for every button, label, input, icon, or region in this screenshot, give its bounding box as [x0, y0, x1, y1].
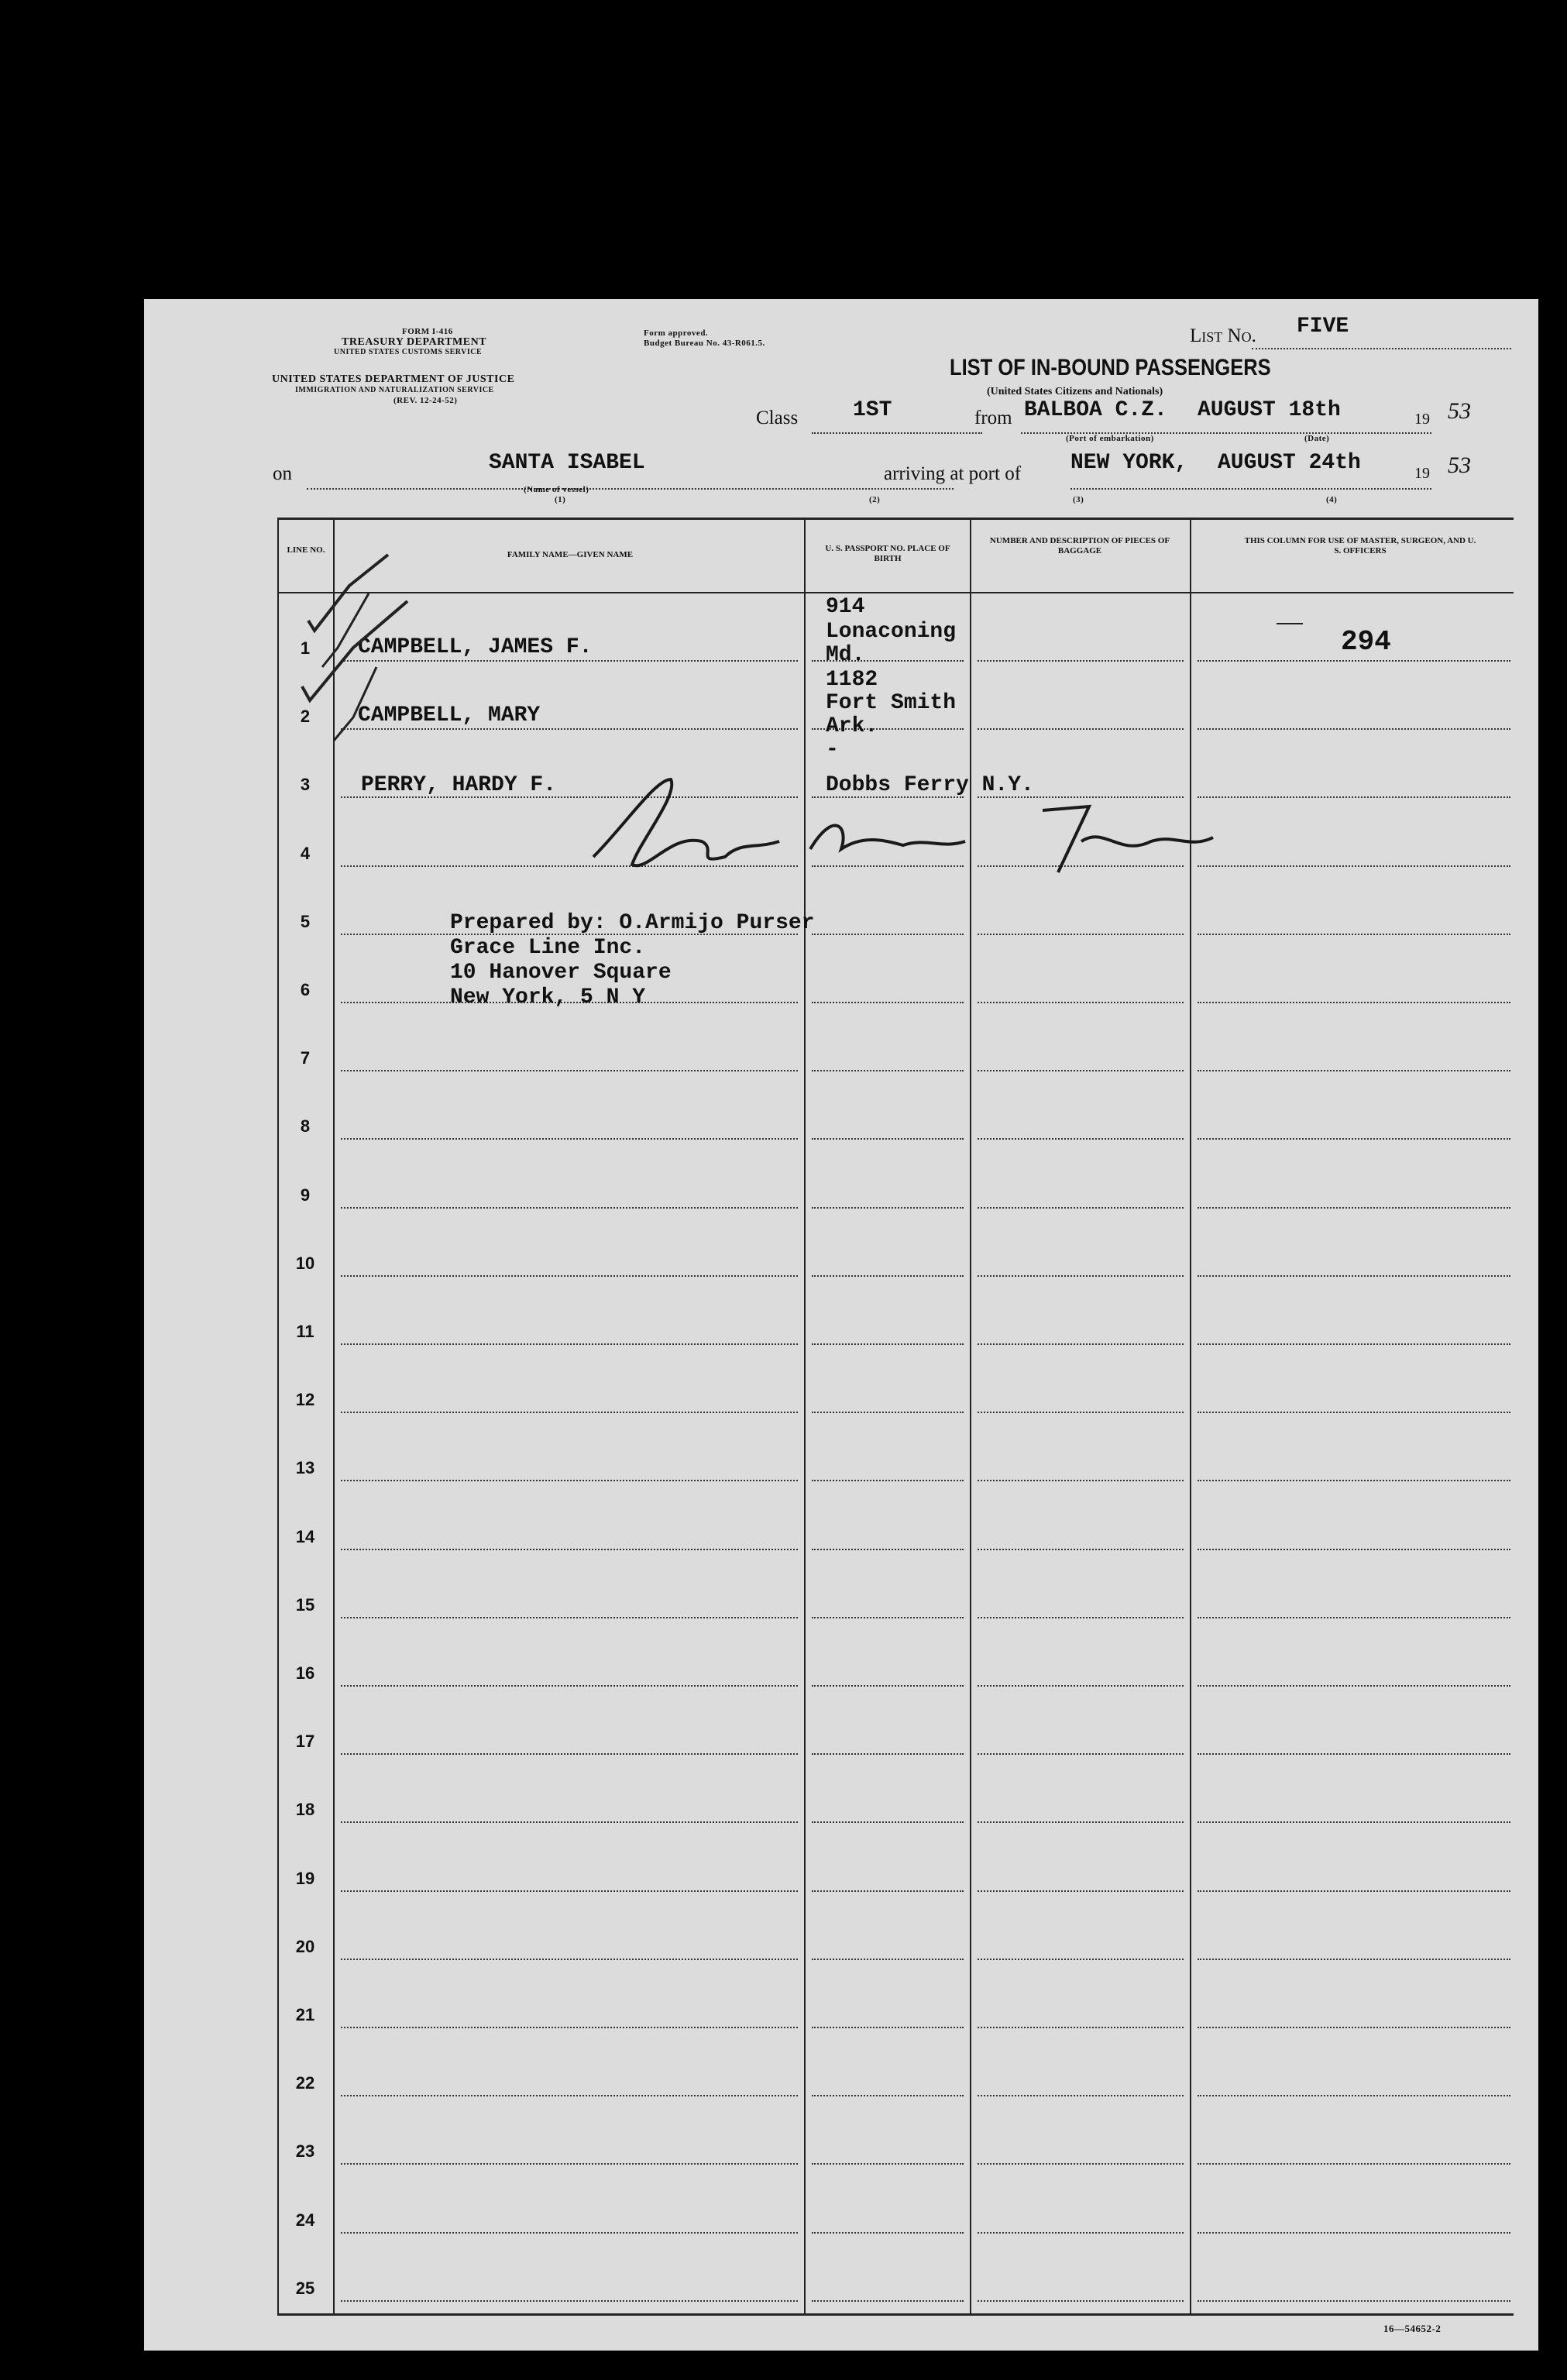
row-rule: [1198, 1138, 1510, 1140]
row-rule: [341, 1275, 798, 1277]
embarkation-date: AUGUST 18th: [1198, 398, 1341, 422]
row-rule: [978, 1207, 1184, 1209]
row-rule: [978, 1617, 1184, 1618]
row-rule: [1198, 1207, 1510, 1209]
row-rule: [978, 2163, 1184, 2165]
form-number: FORM I-416: [402, 327, 453, 336]
officer-note-1: 294: [1341, 626, 1391, 658]
row-rule: [978, 934, 1184, 935]
row-rule: [341, 2232, 798, 2234]
row-rule: [812, 1138, 964, 1140]
list-no-value: FIVE: [1297, 315, 1349, 339]
row-rule: [812, 1412, 964, 1413]
manifest-page: [144, 299, 1538, 2351]
col-officers: THIS COLUMN FOR USE OF MASTER, SURGEON, AND U. S. OFFICERS: [1244, 536, 1476, 555]
row-rule: [1198, 1890, 1510, 1892]
row-rule: [1198, 1412, 1510, 1413]
row-rule: [812, 1890, 964, 1892]
row-rule: [812, 1480, 964, 1481]
row-rule: [341, 1070, 798, 1071]
row-rule: [341, 2095, 798, 2096]
row-rule: [978, 1753, 1184, 1755]
row-rule: [812, 934, 964, 935]
officer-dash: [1277, 623, 1303, 624]
row-rule: [812, 1207, 964, 1209]
row-rule: [812, 1617, 964, 1618]
row-rule: [1198, 2232, 1510, 2234]
line-number: 5: [300, 911, 311, 931]
date-caption: (Date): [1304, 434, 1330, 443]
row-rule: [978, 1275, 1184, 1277]
row-rule: [1198, 2163, 1510, 2165]
row-rule: [812, 2163, 964, 2165]
page-title: LIST OF IN-BOUND PASSENGERS: [950, 355, 1271, 380]
class-line: [812, 432, 982, 434]
caption-1: (1): [555, 495, 566, 504]
row-rule: [1198, 1343, 1510, 1345]
line-number: 16: [295, 1663, 315, 1683]
class-value: 1ST: [853, 398, 892, 422]
row-rule: [341, 1549, 798, 1550]
line-number: 6: [300, 980, 311, 999]
row-rule: [1198, 2095, 1510, 2096]
line-number: 19: [295, 1868, 315, 1888]
class-label: Class: [756, 408, 799, 428]
customs-label: UNITED STATES CUSTOMS SERVICE: [334, 348, 483, 356]
check-marks: [291, 531, 493, 779]
year-value-1: 53: [1448, 398, 1471, 424]
row-rule: [978, 1138, 1184, 1140]
row-rule: [1198, 1480, 1510, 1481]
caption-4: (4): [1326, 495, 1338, 504]
row-rule: [1198, 1959, 1510, 1960]
year-value-2: 53: [1448, 452, 1471, 478]
line-no-divider: [333, 518, 335, 2315]
row-rule: [341, 1753, 798, 1755]
vessel-name: SANTA ISABEL: [489, 451, 645, 475]
caption-2: (2): [869, 495, 881, 504]
row-rule: [1198, 934, 1510, 935]
row-rule: [1198, 1070, 1510, 1071]
line-number: 9: [300, 1185, 311, 1205]
row-rule: [341, 1412, 798, 1413]
col-family-name: FAMILY NAME—GIVEN NAME: [507, 550, 634, 559]
line-number: 10: [295, 1253, 315, 1273]
row-rule: [978, 1002, 1184, 1003]
birth-place-2a: Fort Smith: [826, 691, 957, 715]
passenger-name-1: CAMPBELL, JAMES F.: [358, 635, 593, 659]
passport-no-1: 914: [826, 595, 865, 619]
row-rule: [978, 1685, 1184, 1687]
prepared-by: Prepared by: O.Armijo Purser: [450, 911, 815, 935]
row-rule: [812, 1275, 964, 1277]
row-rule: [1198, 1549, 1510, 1550]
line-number: 12: [295, 1390, 315, 1410]
row-rule: [978, 1890, 1184, 1892]
line-number: 25: [295, 2278, 315, 2298]
row-rule: [978, 1412, 1184, 1413]
row-rule: [978, 2027, 1184, 2028]
row-rule: [978, 2232, 1184, 2234]
col-passport-birth: U. S. PASSPORT NO. PLACE OF BIRTH: [825, 544, 950, 563]
line-number: 4: [300, 843, 311, 863]
line-number: 17: [295, 1732, 315, 1752]
line-number: 8: [300, 1116, 311, 1137]
row-rule: [812, 1343, 964, 1345]
row-rule: [978, 1959, 1184, 1960]
row-rule: [341, 1617, 798, 1618]
row-rule: [1198, 796, 1510, 798]
arrival-date: AUGUST 24th: [1218, 451, 1361, 475]
passenger-name-3: PERRY, HARDY F.: [361, 773, 557, 797]
passport-no-3: -: [826, 738, 839, 762]
line-number: 21: [295, 2005, 315, 2024]
birth-place-1a: Lonaconing: [826, 620, 957, 644]
row-rule: [341, 2027, 798, 2028]
revision-label: (REV. 12-24-52): [393, 396, 458, 405]
line-number: 3: [300, 775, 311, 795]
passport-no-2: 1182: [826, 668, 878, 692]
row-rule: [812, 2095, 964, 2096]
arrival-line: [1070, 488, 1431, 490]
embarkation-caption: (Port of embarkation): [1066, 434, 1154, 443]
line-number: 18: [295, 1800, 315, 1820]
line-number: 20: [295, 1936, 315, 1956]
arrival-port: NEW YORK,: [1070, 451, 1188, 475]
on-label: on: [273, 463, 292, 484]
row-rule: [1198, 1685, 1510, 1687]
row-rule: [1198, 1753, 1510, 1755]
row-rule: [1198, 2300, 1510, 2302]
row-rule: [341, 1138, 798, 1140]
line-number: 23: [295, 2141, 315, 2162]
row-rule: [341, 1480, 798, 1481]
row-rule: [341, 1207, 798, 1209]
justice-label: UNITED STATES DEPARTMENT OF JUSTICE: [272, 373, 515, 385]
embarkation-port: BALBOA C.Z.: [1024, 398, 1167, 422]
arriving-label: arriving at port of: [884, 463, 1022, 484]
budget-bureau: Budget Bureau No. 43-R061.5.: [644, 339, 765, 348]
row-rule: [978, 660, 1184, 662]
row-rule: [812, 1821, 964, 1823]
row-rule: [1198, 1275, 1510, 1277]
row-rule: [812, 1685, 964, 1687]
table-left-rule: [277, 518, 279, 2315]
passenger-name-2: CAMPBELL, MARY: [358, 703, 541, 727]
row-rule: [1198, 728, 1510, 730]
row-rule: [1198, 1617, 1510, 1618]
row-rule: [812, 1002, 964, 1003]
row-rule: [978, 2300, 1184, 2302]
row-rule: [1198, 1821, 1510, 1823]
row-rule: [978, 2095, 1184, 2096]
row-rule: [1198, 2027, 1510, 2028]
year-prefix-1: 19: [1414, 411, 1430, 428]
prepared-company: Grace Line Inc.: [450, 936, 646, 960]
birth-place-3: Dobbs Ferry N.Y.: [826, 773, 1034, 797]
form-approved: Form approved.: [644, 328, 709, 338]
vessel-line: [307, 488, 954, 490]
row-rule: [341, 1890, 798, 1892]
row-rule: [1198, 660, 1510, 662]
treasury-label: TREASURY DEPARTMENT: [342, 336, 487, 348]
row-rule: [1198, 1002, 1510, 1003]
row-rule: [978, 1480, 1184, 1481]
list-no-line: [1252, 348, 1511, 349]
table-top-rule: [277, 518, 1514, 520]
footer-code: 16—54652-2: [1383, 2323, 1442, 2334]
line-number: 22: [295, 2073, 315, 2093]
line-number: 24: [295, 2210, 315, 2230]
col-baggage: NUMBER AND DESCRIPTION OF PIECES OF BAGGAGE: [989, 536, 1170, 555]
row-rule: [1198, 865, 1510, 867]
row-rule: [978, 1343, 1184, 1345]
row-rule: [341, 1685, 798, 1687]
row-rule: [812, 1549, 964, 1550]
year-prefix-2: 19: [1414, 465, 1430, 482]
line-number: 14: [295, 1526, 315, 1546]
vessel-caption: (Name of vessel): [524, 485, 589, 494]
row-rule: [812, 2232, 964, 2234]
row-rule: [978, 728, 1184, 730]
row-rule: [812, 1070, 964, 1071]
row-rule: [341, 2163, 798, 2165]
birth-place-1b: Md.: [826, 643, 865, 667]
row-rule: [978, 1070, 1184, 1071]
row-rule: [812, 2300, 964, 2302]
line-number: 1: [300, 638, 311, 658]
row-rule: [978, 1549, 1184, 1550]
line-number: 2: [300, 707, 311, 727]
row-rule: [341, 1959, 798, 1960]
list-no-label: List No.: [1190, 325, 1256, 346]
row-rule: [812, 1753, 964, 1755]
line-number: 7: [300, 1048, 311, 1068]
col-line-no: LINE NO.: [287, 545, 325, 555]
birth-place-2b: Ark.: [826, 714, 878, 738]
row-rule: [812, 2027, 964, 2028]
from-label: from: [974, 408, 1012, 428]
line-number: 15: [295, 1594, 315, 1615]
page-subtitle: (United States Citizens and Nationals): [987, 386, 1163, 397]
row-rule: [812, 1959, 964, 1960]
row-rule: [978, 1821, 1184, 1823]
line-number: 11: [296, 1322, 314, 1341]
row-rule: [341, 1343, 798, 1345]
line-number: 13: [295, 1458, 315, 1478]
caption-3: (3): [1073, 495, 1084, 504]
table-bottom-rule: [277, 2313, 1514, 2316]
inspector-signature: [578, 764, 1236, 888]
row-rule: [341, 1821, 798, 1823]
ins-label: IMMIGRATION AND NATURALIZATION SERVICE: [295, 386, 494, 394]
prepared-city: New York, 5 N Y: [450, 985, 646, 1009]
row-rule: [341, 2300, 798, 2302]
prepared-address: 10 Hanover Square: [450, 961, 672, 985]
